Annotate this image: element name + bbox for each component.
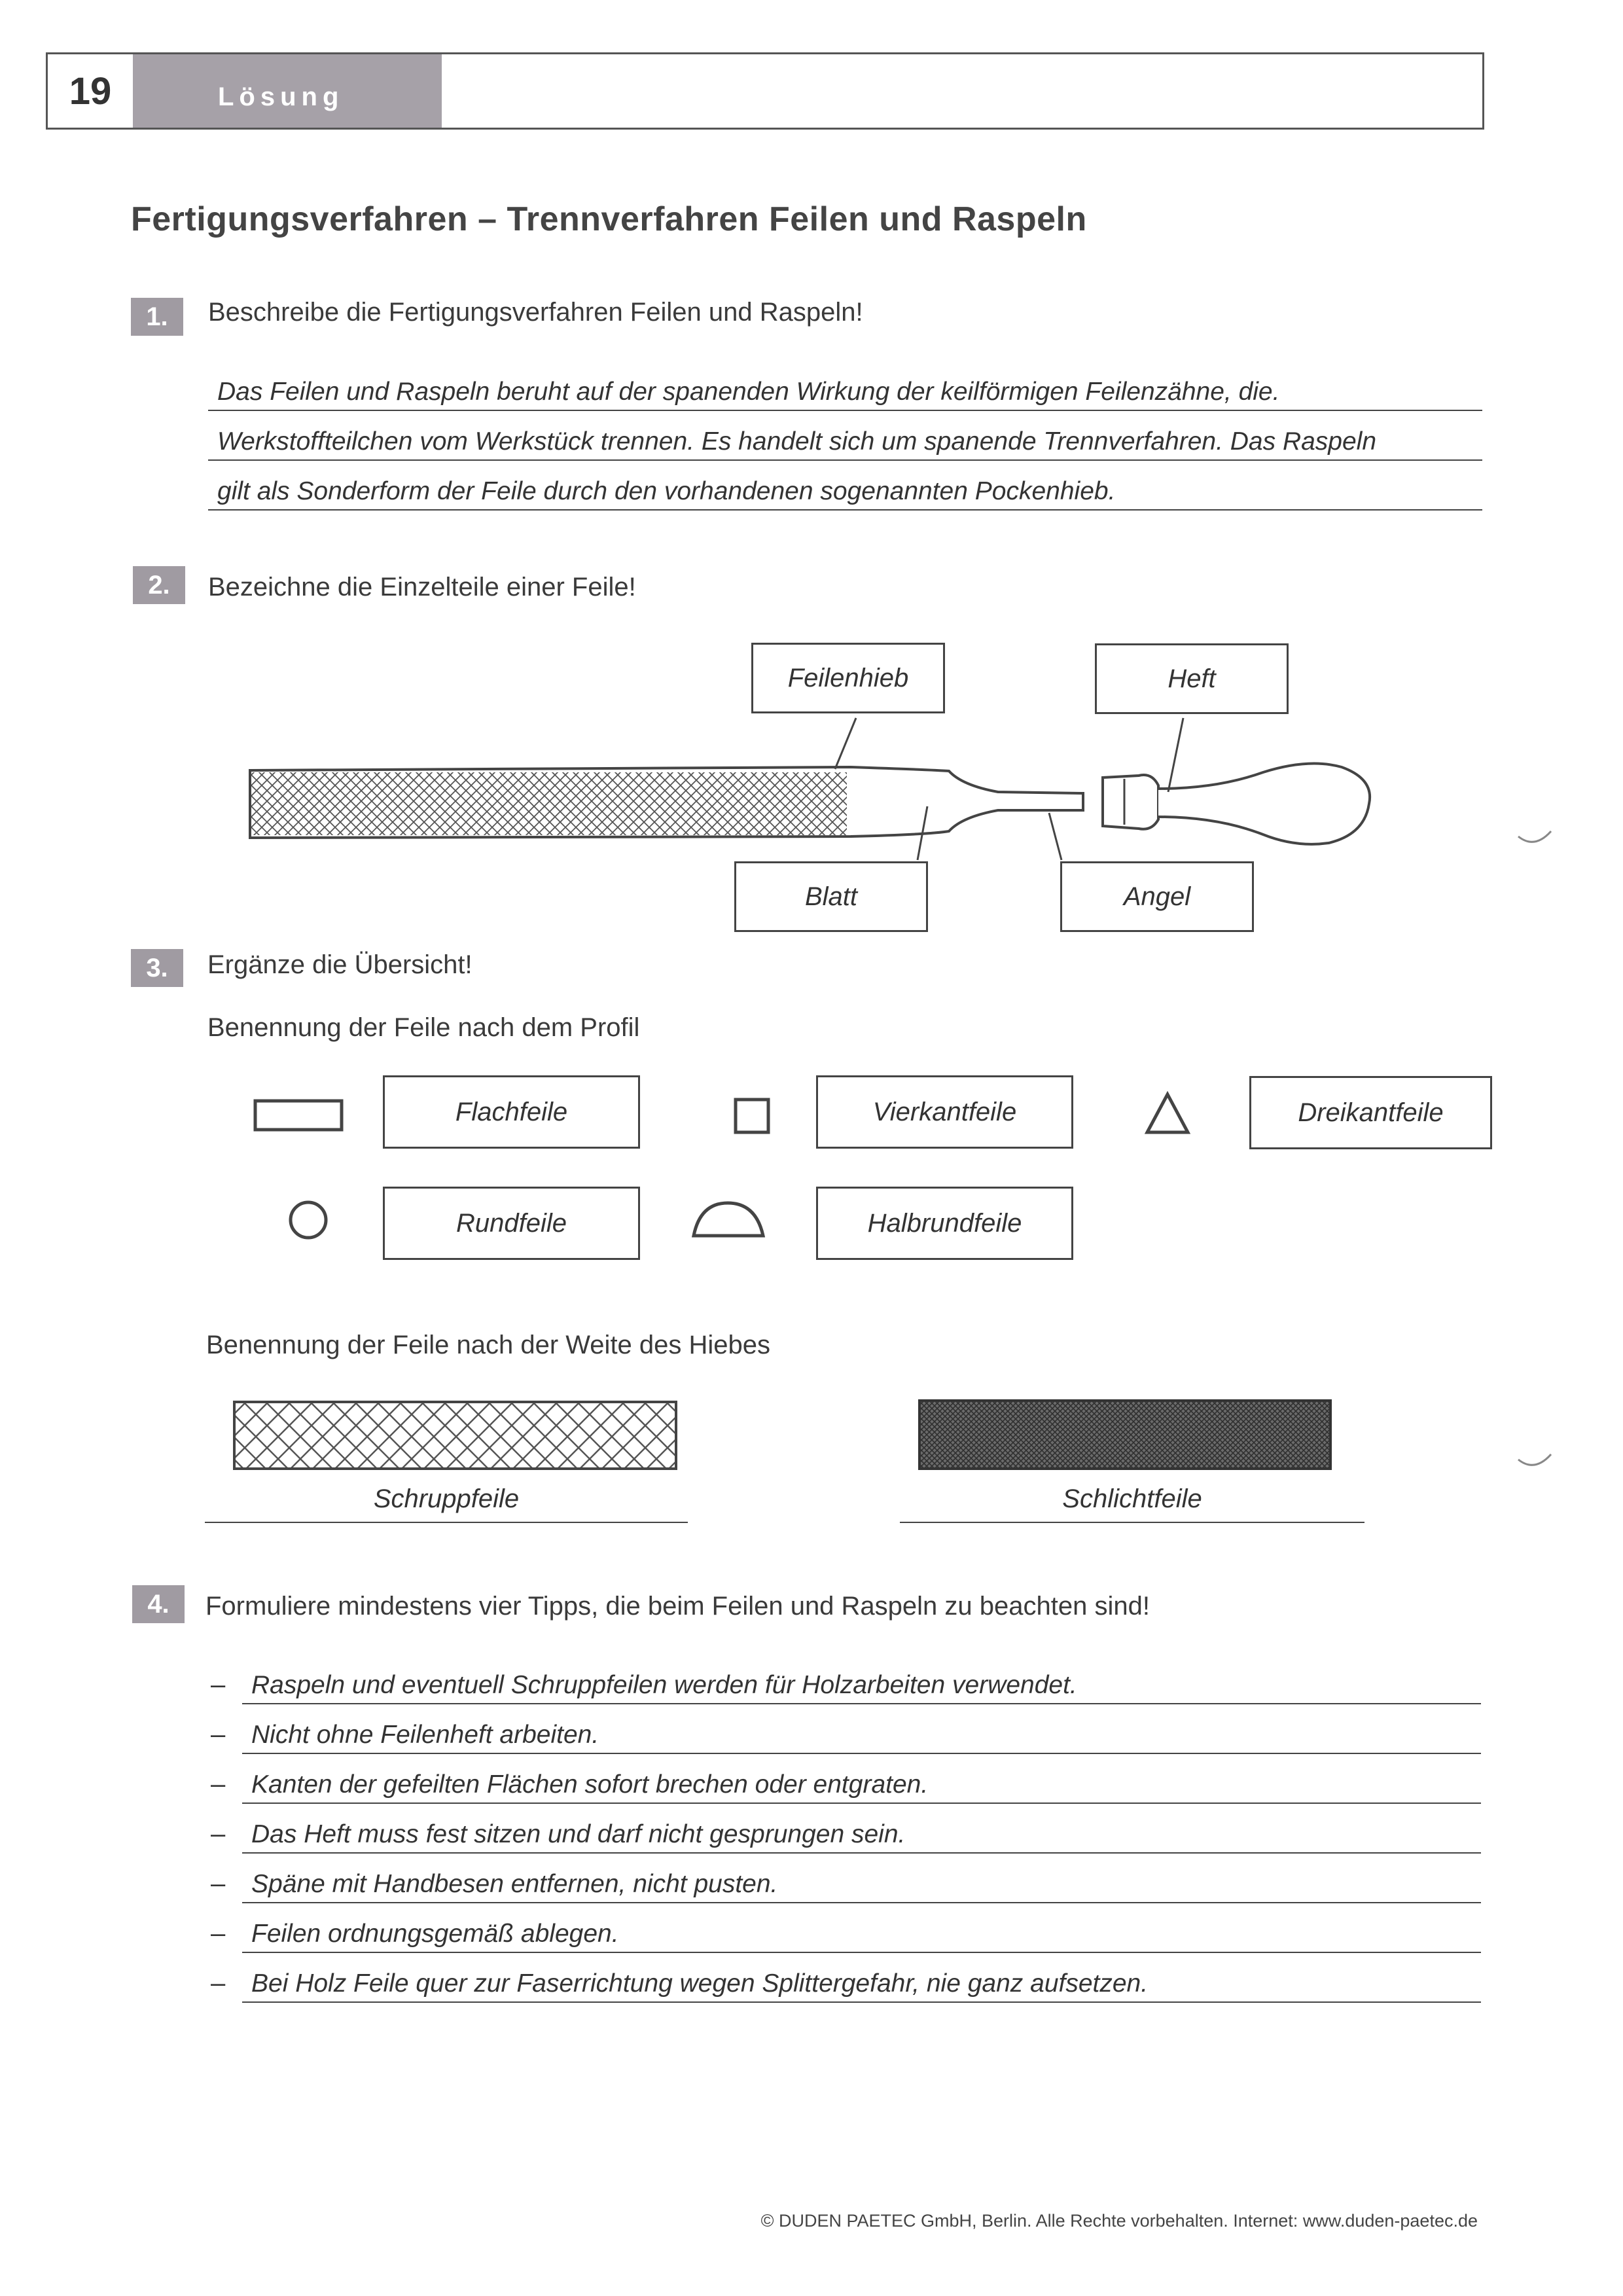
page-number: 19 (69, 69, 112, 113)
label-feilenhieb: Feilenhieb (751, 643, 945, 713)
tip-line: Raspeln und eventuell Schruppfeilen werden für Holzarbeiten verwendet. (242, 1666, 1481, 1704)
tip-line: Feilen ordnungsgemäß ablegen. (242, 1915, 1481, 1953)
file-blade (250, 767, 1083, 838)
task-2-number: 2. (133, 566, 185, 604)
copyright-footer: © DUDEN PAETEC GmbH, Berlin. Alle Rechte vorbehalten. Internet: www.duden-paetec.de (760, 2211, 1478, 2231)
tip-dash: – (211, 1919, 226, 1948)
task-4-question: Formuliere mindestens vier Tipps, die beim Feilen und Raspeln zu beachten sind! (205, 1592, 1150, 1621)
tip-line: Das Heft muss fest sitzen und darf nicht gesprungen sein. (242, 1816, 1481, 1854)
tip-dash: – (211, 1869, 226, 1898)
hieb-schruppfeile: Schruppfeile (205, 1484, 688, 1523)
solution-label: Lösung (133, 54, 442, 128)
hieb-heading: Benennung der Feile nach der Weite des Hiebes (206, 1331, 771, 1359)
file-diagram (0, 0, 1623, 982)
square-profile-icon (736, 1100, 768, 1132)
circle-profile-icon (291, 1202, 326, 1238)
rectangle-profile-icon (255, 1101, 342, 1130)
page-title: Fertigungsverfahren – Trennverfahren Feilen und Raspeln (131, 200, 1087, 238)
label-blatt: Blatt (734, 861, 928, 932)
task-1-answer-line: gilt als Sonderform der Feile durch den vorhandenen sogenannten Pockenhieb. (208, 473, 1482, 511)
label-heft: Heft (1095, 643, 1289, 714)
tip-dash: – (211, 1720, 226, 1749)
fine-cut-sample (919, 1401, 1330, 1469)
task-3-question: Ergänze die Übersicht! (207, 950, 473, 979)
file-handle (1103, 764, 1370, 844)
profile-halbrundfeile: Halbrundfeile (816, 1187, 1073, 1260)
tip-dash: – (211, 1770, 226, 1799)
coarse-cut-sample (234, 1402, 676, 1469)
tip-dash: – (211, 1820, 226, 1848)
task-4-number: 4. (132, 1585, 185, 1623)
profile-dreikantfeile: Dreikantfeile (1249, 1076, 1492, 1149)
label-angel: Angel (1060, 861, 1254, 932)
tip-line: Nicht ohne Feilenheft arbeiten. (242, 1716, 1481, 1754)
task-3-number: 3. (131, 949, 183, 987)
task-1-number: 1. (131, 298, 183, 336)
profile-rundfeile: Rundfeile (383, 1187, 640, 1260)
tip-line: Späne mit Handbesen entfernen, nicht pusten. (242, 1865, 1481, 1903)
leader-line (1049, 813, 1061, 860)
tip-dash: – (211, 1969, 226, 1998)
profile-vierkantfeile: Vierkantfeile (816, 1075, 1073, 1149)
half-round-profile-icon (694, 1203, 763, 1236)
task-2-question: Bezeichne die Einzelteile einer Feile! (208, 573, 636, 601)
task-1-answer-line: Werkstoffteilchen vom Werkstück trennen. Es handelt sich um spanende Trennverfahren. Das Raspeln (208, 423, 1482, 461)
hieb-schlichtfeile: Schlichtfeile (900, 1484, 1364, 1523)
profile-heading: Benennung der Feile nach dem Profil (207, 1013, 640, 1042)
leader-line (1168, 718, 1183, 792)
tip-line: Kanten der gefeilten Flächen sofort brechen oder entgraten. (242, 1766, 1481, 1804)
tip-dash: – (211, 1670, 226, 1699)
task-1-question: Beschreibe die Fertigungsverfahren Feilen und Raspeln! (208, 298, 863, 327)
triangle-profile-icon (1147, 1094, 1188, 1132)
profile-flachfeile: Flachfeile (383, 1075, 640, 1149)
punch-hole-marks (1505, 805, 1558, 1486)
leader-line (835, 718, 856, 769)
tip-line: Bei Holz Feile quer zur Faserrichtung wegen Splittergefahr, nie ganz aufsetzen. (242, 1965, 1481, 2003)
task-1-answer-line: Das Feilen und Raspeln beruht auf der spanenden Wirkung der keilförmigen Feilenzähne, die. (208, 373, 1482, 411)
